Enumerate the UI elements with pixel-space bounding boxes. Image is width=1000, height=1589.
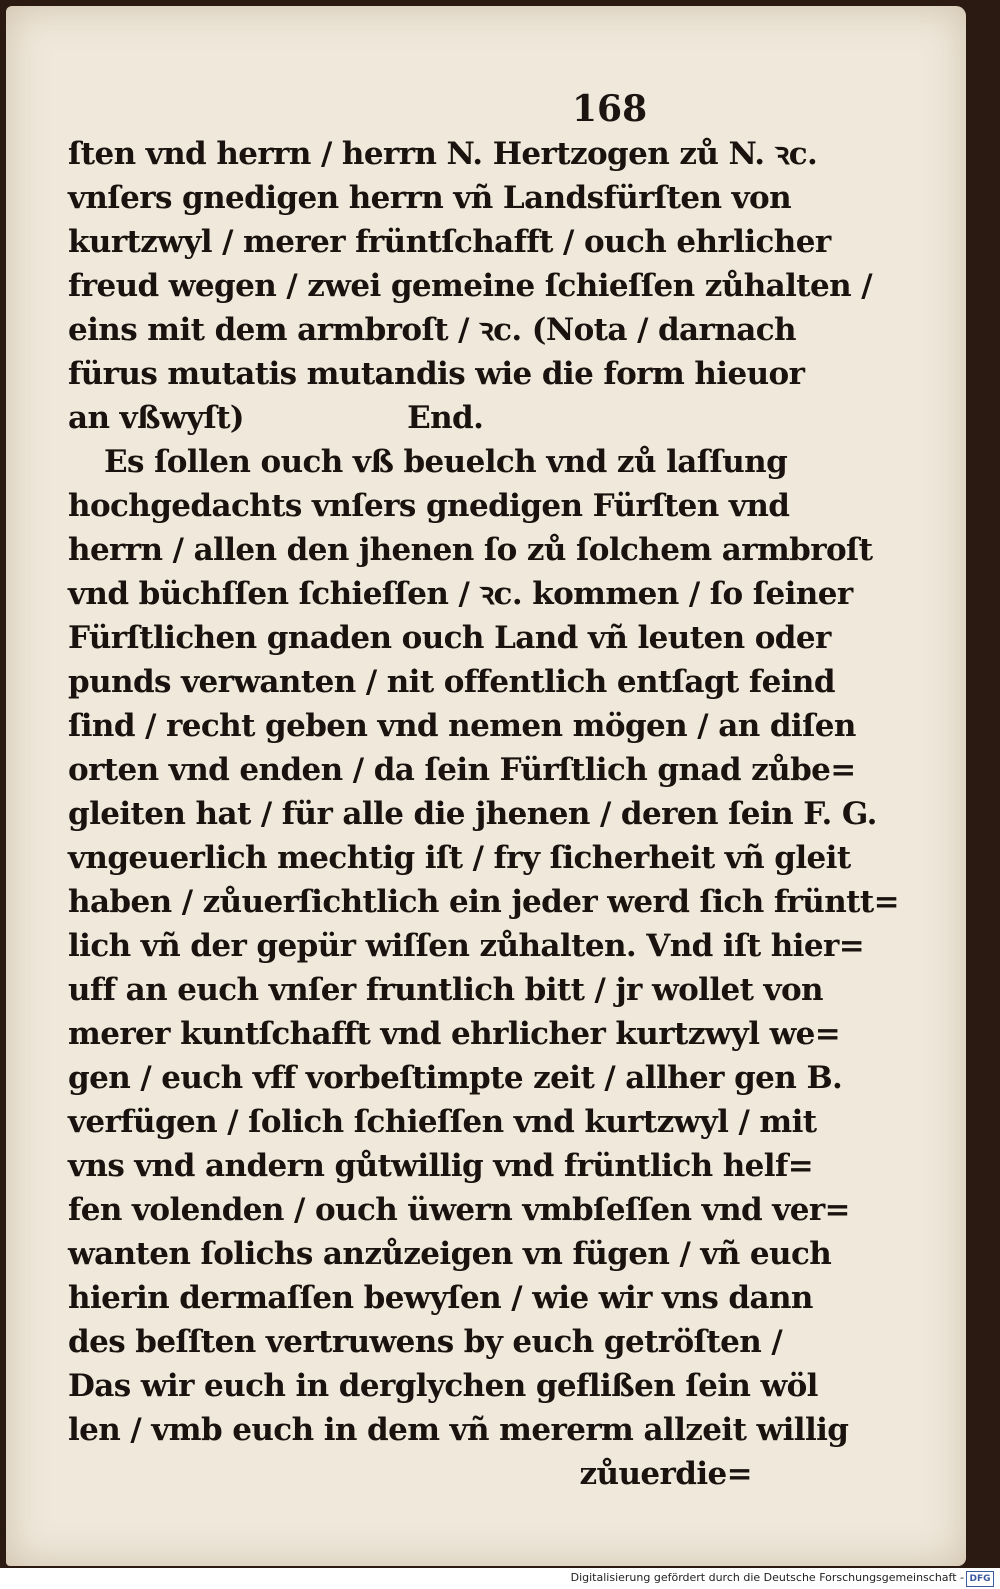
text-line: fen volenden / ouch üwern vmbſeſſen vnd ver= xyxy=(68,1192,850,1228)
dfg-logo: DFG xyxy=(966,1571,994,1587)
text-line: len / vmb euch in dem vñ mererm allzeit willig xyxy=(68,1412,849,1448)
text-line: ſind / recht geben vnd nemen mögen / an diſen xyxy=(68,708,856,744)
text-line: orten vnd enden / da ſein Fürſtlich gnad zůbe= xyxy=(68,752,856,788)
text-line: wanten ſolichs anzůzeigen vn fügen / vñ euch xyxy=(68,1236,832,1272)
text-line: an vßwyſt) End. xyxy=(68,400,484,436)
text-line: verfügen / ſolich ſchieſſen vnd kurtzwyl / mit xyxy=(68,1104,817,1140)
text-line: hierin dermaſſen bewyſen / wie wir vns dann xyxy=(68,1280,813,1316)
text-line: punds verwanten / nit offentlich entſagt feind xyxy=(68,664,835,700)
text-line: ſten vnd herrn / herrn N. Hertzogen zů N. ꝛc. xyxy=(68,136,818,172)
text-line: lich vñ der gepür wiſſen zůhalten. Vnd iſt hier= xyxy=(68,928,865,964)
text-line: kurtzwyl / merer früntſchafft / ouch ehrlicher xyxy=(68,224,831,260)
text-line: fürus mutatis mutandis wie die form hieuor xyxy=(68,356,805,392)
text-line: gen / euch vff vorbeſtimpte zeit / allher gen B. xyxy=(68,1060,843,1096)
text-block xyxy=(68,132,899,1496)
text-line: freud wegen / zwei gemeine ſchieſſen zůhalten / xyxy=(68,268,873,304)
text-line: herrn / allen den jhenen ſo zů ſolchem armbroſt xyxy=(68,532,873,568)
text-line: haben / zůuerſichtlich ein jeder werd ſich früntt= xyxy=(68,884,899,920)
book-page xyxy=(6,6,966,1566)
text-line: eins mit dem armbroſt / ꝛc. (Nota / darnach xyxy=(68,312,796,348)
catchword: zůuerdie= xyxy=(579,1456,752,1492)
text-line: vngeuerlich mechtig iſt / fry ſicherheit vñ gleit xyxy=(68,840,851,876)
digitization-credit: Digitalisierung gefördert durch die Deutsche Forschungsgemeinschaft - xyxy=(570,1571,964,1584)
text-line: hochgedachts vnſers gnedigen Fürſten vnd xyxy=(68,488,790,524)
text-line: Es ſollen ouch vß beuelch vnd zů laſſung xyxy=(104,444,788,480)
text-line: vnſers gnedigen herrn vñ Landsfürſten von xyxy=(68,180,792,216)
footer-bar xyxy=(0,1568,1000,1589)
text-line: uff an euch vnſer fruntlich bitt / jr wollet von xyxy=(68,972,823,1008)
text-line: des beſſten vertruwens by euch getröſten / xyxy=(68,1324,783,1360)
text-line: Das wir euch in derglychen geflißen ſein wöl xyxy=(68,1368,818,1404)
text-line: vnd büchſſen ſchieſſen / ꝛc. kommen / ſo ſeiner xyxy=(68,576,853,612)
text-line: Fürſtlichen gnaden ouch Land vñ leuten oder xyxy=(68,620,831,656)
page-number: 168 xyxy=(572,88,648,130)
text-line: vns vnd andern gůtwillig vnd früntlich helf= xyxy=(68,1148,814,1184)
text-line: gleiten hat / für alle die jhenen / deren ſein F. G. xyxy=(68,796,877,832)
text-line: merer kuntſchafft vnd ehrlicher kurtzwyl we= xyxy=(68,1016,841,1052)
